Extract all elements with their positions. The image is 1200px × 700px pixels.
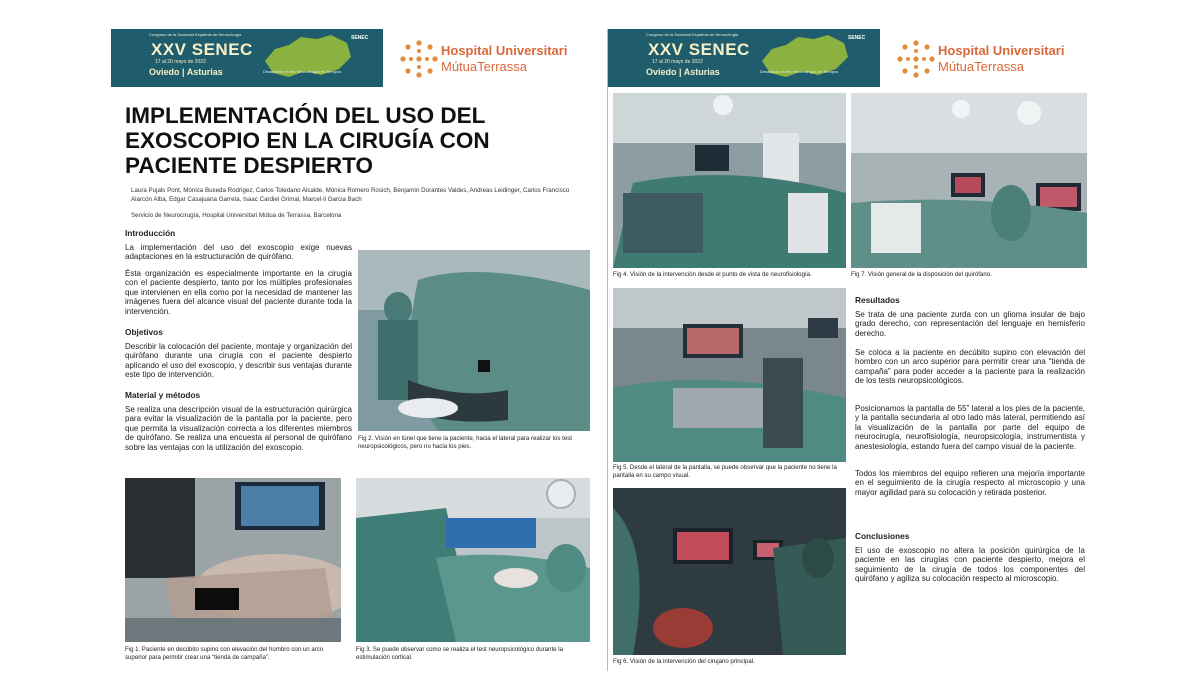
congress-dates-2: 17 al 20 mayo de 2022 bbox=[652, 59, 703, 65]
congress-edition-2: XXV SENEC bbox=[648, 40, 750, 59]
figure-5-photo bbox=[613, 288, 846, 462]
poster-title: IMPLEMENTACIÓN DEL USO DEL EXOSCOPIO EN LA CIRUGÍA CON PACIENTE DESPIERTO bbox=[125, 103, 490, 178]
figure-1-photo bbox=[125, 478, 341, 642]
figure-6-caption: Fig 6. Visión de la intervención del cirujano principal. bbox=[613, 658, 755, 665]
hospital-logo-2 bbox=[894, 39, 1089, 79]
results-paragraph-2: Se coloca a la paciente en decúbito supino con elevación del hombro con un arco superior para permitir crear una “tienda de campaña” para poder acceder a la paciente para la realización de los tests neuropsicológicos. bbox=[855, 348, 1085, 386]
congress-motto-2: Desafiando el reto Neurocirugía en Tiempos bbox=[760, 69, 839, 74]
affiliation: Servicio de Neurocirugía, Hospital Universitari Mútua de Terrassa, Barcelona bbox=[131, 212, 342, 219]
senec-logo-2: SENEC bbox=[848, 35, 866, 41]
congress-dates: 17 al 20 mayo de 2022 bbox=[155, 59, 206, 65]
author-list: Laura Pujals Pont, Mónica Buxeda Rodrigez, Carlos Toledano Alcalde, Mónica Romero Rosich, Benjamín Dorantes Valdes, Andreas Leidinger, Carlos Francisco Alarcón Alba, Edgar Casajuana Garreta, Isaac Cardiel Grimal, Marcel·li Garcia Bach bbox=[131, 187, 570, 203]
objectives-paragraph: Describir la colocación del paciente, montaje y organización del quirófano durante una cirugía con el paciente despierto aplicando el uso del exoscopio, y describir sus ventajas durante este tipo de intervención. bbox=[125, 342, 352, 380]
congress-motto: Desafiando el reto Neurocirugía en Tiempos bbox=[263, 69, 342, 74]
hospital-name-line2-2: MútuaTerrassa bbox=[938, 59, 1024, 74]
objectives-heading: Objetivos bbox=[125, 327, 163, 337]
congress-banner-2 bbox=[608, 29, 880, 87]
congress-banner bbox=[111, 29, 383, 87]
figure-5-caption: Fig 5. Desde el lateral de la pantalla, se puede observar que la paciente no tiene la pantalla en su campo visual. bbox=[613, 464, 837, 479]
senec-logo: SENEC bbox=[351, 35, 369, 41]
results-paragraph-1: Se trata de una paciente zurda con un glioma insular de bajo grado derecho, con representación del lenguaje en hemisferio derecho. bbox=[855, 310, 1085, 338]
methods-heading: Material y métodos bbox=[125, 390, 201, 400]
asturias-map-icon-2 bbox=[758, 31, 850, 85]
figure-2-photo bbox=[358, 250, 590, 431]
hospital-logo bbox=[397, 39, 592, 79]
figure-4-photo bbox=[613, 93, 846, 268]
poster-page-2 bbox=[607, 29, 1089, 671]
figure-7-caption: Fig 7. Visión general de la disposición del quirófano. bbox=[851, 271, 992, 278]
figure-1-caption: Fig 1. Paciente en decúbito supino con elevación del hombro con un arco superior para permitir crear una “tienda de campaña”. bbox=[125, 646, 324, 661]
hospital-name-line2: MútuaTerrassa bbox=[441, 59, 527, 74]
results-paragraph-3: Posicionamos la pantalla de 55” lateral a los pies de la paciente, y la pantalla secundaria al otro lado más lateral, permitiendo así la visualización de la pantalla por parte del equipo de neurocirugía, neurofisiología, neuropsicología, instrumentista y anestesiología, estando fuera del campo visual de la paciente. bbox=[855, 404, 1085, 451]
results-paragraph-4: Todos los miembros del equipo refieren una mejoría importante en el seguimiento de la cirugía respecto al microscopio y una mayor agilidad para su colocación y retirada posterior. bbox=[855, 469, 1085, 497]
congress-line: Congreso de la Sociedad Española de Neurocirugía bbox=[149, 32, 242, 37]
figure-3-caption: Fig 3. Se puede observar como se realiza el test neuropsicológico durante la estimulación cortical. bbox=[356, 646, 563, 661]
methods-paragraph: Se realiza una descripción visual de la estructuración quirúrgica para evitar la visualización de la pantalla por la paciente, pero que permita la visualización correcta a los diferentes miembros de quirófano. Se realiza una encuesta al personal de quirófano sobre las ventajas con la utilización del exoscopio. bbox=[125, 405, 352, 452]
congress-edition: XXV SENEC bbox=[151, 40, 253, 59]
poster-page-1 bbox=[111, 29, 592, 671]
congress-city-2: Oviedo | Asturias bbox=[646, 67, 720, 77]
conclusions-paragraph: El uso de exoscopio no altera la posición quirúrgica de la paciente en las cirugías con paciente despierto, mejora el seguimiento de la cirugía de todos los componentes del quirófano y agiliza su colocación respecto al microscopio. bbox=[855, 546, 1085, 584]
figure-2-caption: Fig 2. Visión en túnel que tiene la paciente, hacia el lateral para realizar los test neuropsicológicos, pero no hacia los pies. bbox=[358, 435, 572, 450]
hospital-sun-icon-2 bbox=[896, 39, 936, 79]
figure-6-photo bbox=[613, 488, 846, 655]
figure-7-photo bbox=[851, 93, 1087, 268]
results-heading: Resultados bbox=[855, 295, 900, 305]
hospital-sun-icon bbox=[399, 39, 439, 79]
hospital-name-line1: Hospital Universitari bbox=[441, 43, 568, 58]
hospital-name-line1-2: Hospital Universitari bbox=[938, 43, 1065, 58]
intro-heading: Introducción bbox=[125, 228, 176, 238]
congress-city: Oviedo | Asturias bbox=[149, 67, 223, 77]
figure-4-caption: Fig 4. Visión de la intervención desde el punto de vista de neurofisiología. bbox=[613, 271, 812, 278]
intro-paragraph-1: La implementación del uso del exoscopio exige nuevas adaptaciones en la estructuración de quirófano. bbox=[125, 243, 352, 262]
conclusions-heading: Conclusiones bbox=[855, 531, 910, 541]
congress-line-2: Congreso de la Sociedad Española de Neurocirugía bbox=[646, 32, 739, 37]
asturias-map-icon bbox=[261, 31, 353, 85]
intro-paragraph-2: Ésta organización es especialmente importante en la cirugía con el paciente despierto, tanto por los múltiples profesionales que intervienen en ella como por la necesidad de mantener las imágenes fuera del alcance visual del paciente durante toda la intervención. bbox=[125, 269, 352, 316]
figure-3-photo bbox=[356, 478, 590, 642]
